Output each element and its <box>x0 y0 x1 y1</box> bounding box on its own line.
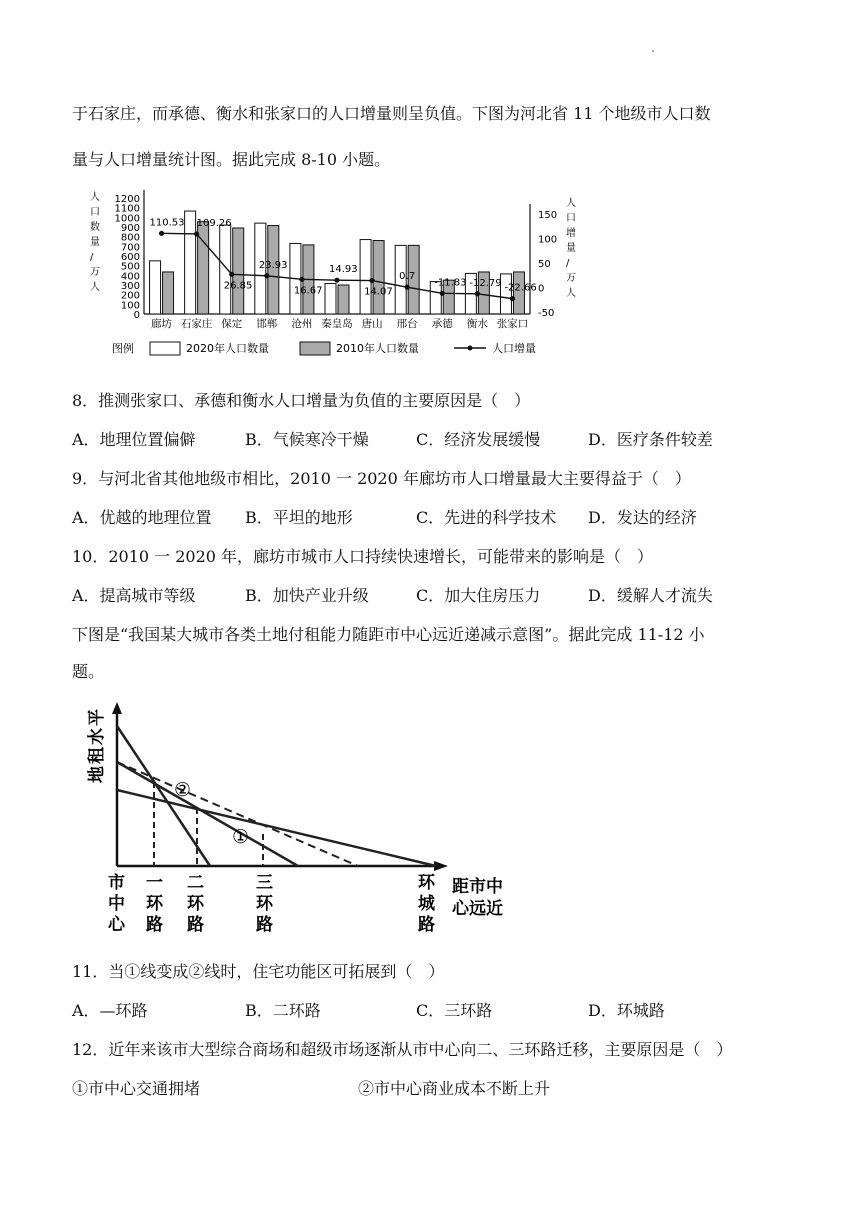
mark-1: ① <box>232 826 250 848</box>
increase-point-10 <box>510 296 515 301</box>
x-tick-label-8: 承德 <box>431 318 453 330</box>
x-label-2-char-1: 环 <box>187 894 204 914</box>
x-label-3-char-2: 路 <box>256 915 273 935</box>
y2-tick-label: 100 <box>538 234 558 246</box>
page-dot <box>652 50 654 52</box>
increase-point-3 <box>264 273 269 278</box>
bar-2010-1 <box>198 222 209 314</box>
y-label-char-4: 地 <box>87 766 107 783</box>
q10-option-b: B．加快产业升级 <box>245 586 369 605</box>
intro2-line-1: 下图是“我国某大城市各类土地付租能力随距市中心远近递减示意图”。据此完成 11-12 小 <box>72 625 705 644</box>
mark-2: ② <box>174 779 192 801</box>
y-label-char: 万 <box>90 267 100 278</box>
x-axis-arrow <box>434 861 448 871</box>
question-10: 10．2010 一 2020 年，廊坊市城市人口持续快速增长，可能带来的影响是（ ） <box>72 547 654 566</box>
x-tick-label-3: 邯郸 <box>256 318 278 330</box>
x-tick-label-0: 廊坊 <box>151 318 173 330</box>
increase-point-8 <box>440 291 445 296</box>
increase-label-5: 14.93 <box>329 264 358 276</box>
y-label-char-2: 水 <box>87 728 107 745</box>
increase-point-0 <box>159 231 164 236</box>
y-label-char-1: 平 <box>87 709 107 726</box>
q8-option-d: D．医疗条件较差 <box>588 430 713 449</box>
bar-2010-5 <box>338 285 349 314</box>
x-tick-label-4: 沧州 <box>291 318 313 330</box>
x-tick-label-7: 邢台 <box>396 318 418 330</box>
increase-label-10: -22.66 <box>504 282 537 294</box>
y-tick-label: 800 <box>120 232 140 244</box>
increase-point-4 <box>299 277 304 282</box>
y-tick-label: 400 <box>120 271 140 283</box>
rent-line-steep <box>117 726 210 866</box>
legend-title: 图例 <box>112 342 134 355</box>
y2-tick-label: 0 <box>538 283 545 295</box>
bar-2020-5 <box>325 284 336 314</box>
q10-option-a: A．提高城市等级 <box>72 586 196 605</box>
legend-line-marker <box>468 346 473 351</box>
rent-diagram <box>86 700 516 936</box>
q10-option-d: D．缓解人才流失 <box>588 586 713 605</box>
q12-option-1: ①市中心交通拥堵 <box>72 1079 201 1098</box>
q12-option-2: ②市中心商业成本不断上升 <box>358 1079 551 1098</box>
q10-option-c: C．加大住房压力 <box>416 586 541 605</box>
x-label-2-char-2: 路 <box>187 915 204 935</box>
increase-label-0: 110.53 <box>149 217 185 229</box>
y-tick-label: 500 <box>120 261 140 273</box>
x-label-1-char-1: 环 <box>146 894 163 914</box>
x-axis-labels <box>151 317 528 330</box>
bar-2020-6 <box>360 240 371 314</box>
increase-label-7: 0.7 <box>399 271 416 283</box>
x-tick-label-9: 衡水 <box>466 318 488 330</box>
q8-option-b: B．气候寒冷干燥 <box>245 430 369 449</box>
q8-option-c: C．经济发展缓慢 <box>416 430 541 449</box>
x-label-0-char-2: 心 <box>108 915 125 935</box>
increase-point-2 <box>229 272 234 277</box>
x-axis-label-1: 距市中 <box>452 877 503 897</box>
q11-option-a: A．—环路 <box>72 1001 148 1020</box>
bar-2010-2 <box>233 228 244 314</box>
bar-2020-2 <box>220 225 231 314</box>
bar-2020-10 <box>500 274 511 314</box>
q9-option-a: A．优越的地理位置 <box>72 508 212 527</box>
increase-point-1 <box>194 231 199 236</box>
y-tick-label: 1100 <box>114 203 140 215</box>
increase-label-2: 26.85 <box>223 280 253 292</box>
legend-swatch-2020 <box>150 342 180 355</box>
bar-2020-1 <box>185 211 196 314</box>
x-tick-label-2: 保定 <box>221 318 243 330</box>
y-axis-label <box>90 190 100 293</box>
y-axis-arrow <box>112 702 122 714</box>
y2-axis-label <box>566 196 576 299</box>
y2-axis-ticks <box>538 210 557 319</box>
x-axis-labels <box>108 872 436 935</box>
y2-label-char: 人 <box>566 288 576 299</box>
x-label-2-char-0: 二 <box>187 873 204 893</box>
legend <box>112 341 536 355</box>
increase-label-8: -11.83 <box>434 277 467 289</box>
intro-line-1: 于石家庄，而承德、衡水和张家口的人口增量则呈负值。下图为河北省 11 个地级市人口数 <box>72 104 711 123</box>
x-label-3-char-1: 环 <box>256 894 273 914</box>
legend-swatch-2010 <box>300 342 330 355</box>
increase-label-3: 23.93 <box>258 259 288 271</box>
y-tick-label: 900 <box>120 223 140 234</box>
rent-line-medium <box>117 762 298 866</box>
x-label-1-char-2: 路 <box>146 915 163 935</box>
y-label-char: 口 <box>90 207 100 218</box>
bar-2020-0 <box>150 261 161 314</box>
increase-label-1: 109.26 <box>196 217 232 229</box>
population-chart <box>82 186 602 366</box>
x-label-4-char-0: 环 <box>418 873 435 893</box>
q11-option-b: B．二环路 <box>245 1001 321 1020</box>
x-axis-label-2: 心远近 <box>452 899 503 919</box>
q9-option-c: C．先进的科学技术 <box>416 508 557 527</box>
increase-label-9: -12.79 <box>469 277 502 289</box>
y-label-char: / <box>90 252 94 263</box>
y2-tick-label: 50 <box>538 259 551 270</box>
intro2-line-2: 题。 <box>72 662 105 681</box>
y-tick-label: 600 <box>120 252 140 263</box>
x-label-0-char-1: 中 <box>108 894 125 914</box>
y-label-char: 人 <box>90 282 100 293</box>
increase-point-6 <box>369 278 374 283</box>
q11-option-c: C．三环路 <box>416 1001 493 1020</box>
y-tick-label: 700 <box>120 242 140 254</box>
intro-line-2: 量与人口增量统计图。据此完成 8-10 小题。 <box>72 150 391 169</box>
x-tick-label-1: 石家庄 <box>180 318 213 330</box>
bar-2010-0 <box>163 272 174 314</box>
y-label-char: 人 <box>90 192 100 203</box>
legend-2010: 2010年人口数量 <box>336 342 419 355</box>
increase-point-7 <box>405 285 410 290</box>
y2-label-char: 万 <box>566 273 576 284</box>
increase-point-9 <box>475 291 480 296</box>
question-12: 12．近年来该市大型综合商场和超级市场逐渐从市中心向二、三环路迁移，主要原因是（ ） <box>72 1040 733 1059</box>
y-tick-label: 200 <box>120 290 140 302</box>
y-tick-label: 0 <box>133 310 140 321</box>
x-label-4-char-2: 路 <box>418 915 435 935</box>
y2-label-char: 量 <box>566 243 576 254</box>
x-tick-label-10: 张家口 <box>496 318 529 330</box>
y2-label-char: 增 <box>566 228 576 239</box>
question-11: 11．当①线变成②线时，住宅功能区可拓展到（ ） <box>72 962 445 981</box>
y-tick-label: 100 <box>120 300 140 312</box>
y2-label-char: 人 <box>566 198 576 209</box>
question-9: 9．与河北省其他地级市相比，2010 一 2020 年廊坊市人口增量最大主要得益于（ ） <box>72 469 691 488</box>
y2-tick-label: 150 <box>538 210 558 221</box>
bar-2010-6 <box>373 241 384 314</box>
question-8: 8．推测张家口、承德和衡水人口增量为负值的主要原因是（ ） <box>72 391 531 410</box>
x-label-4-char-1: 城 <box>418 894 435 914</box>
q11-option-d: D．环城路 <box>588 1001 665 1020</box>
x-label-3-char-0: 三 <box>256 873 273 893</box>
x-tick-label-6: 唐山 <box>361 318 383 330</box>
x-label-1-char-0: 一 <box>146 873 163 893</box>
q9-option-b: B．平坦的地形 <box>245 508 353 527</box>
q9-option-d: D．发达的经济 <box>588 508 697 527</box>
legend-increase: 人口增量 <box>492 342 536 355</box>
y2-label-char: 口 <box>566 213 576 224</box>
y2-tick-label: -50 <box>538 308 555 319</box>
q8-option-a: A．地理位置偏僻 <box>72 430 196 449</box>
y-tick-label: 1200 <box>114 194 140 205</box>
y-tick-label: 1000 <box>114 213 140 225</box>
increase-label-6: 14.07 <box>364 286 393 298</box>
y-axis-ticks <box>115 194 140 321</box>
y-label-char: 数 <box>90 222 100 233</box>
y-tick-label: 300 <box>120 281 140 292</box>
increase-label-4: 16.67 <box>293 285 323 297</box>
x-tick-label-5: 秦皇岛 <box>321 318 353 330</box>
legend-2020: 2020年人口数量 <box>186 342 269 355</box>
y2-label-char: / <box>566 258 570 269</box>
y-axis-label <box>86 709 107 783</box>
increase-point-5 <box>334 278 339 283</box>
x-label-0-char-0: 市 <box>108 873 125 893</box>
y-label-char-3: 租 <box>87 747 107 764</box>
y-label-char: 量 <box>90 237 100 248</box>
